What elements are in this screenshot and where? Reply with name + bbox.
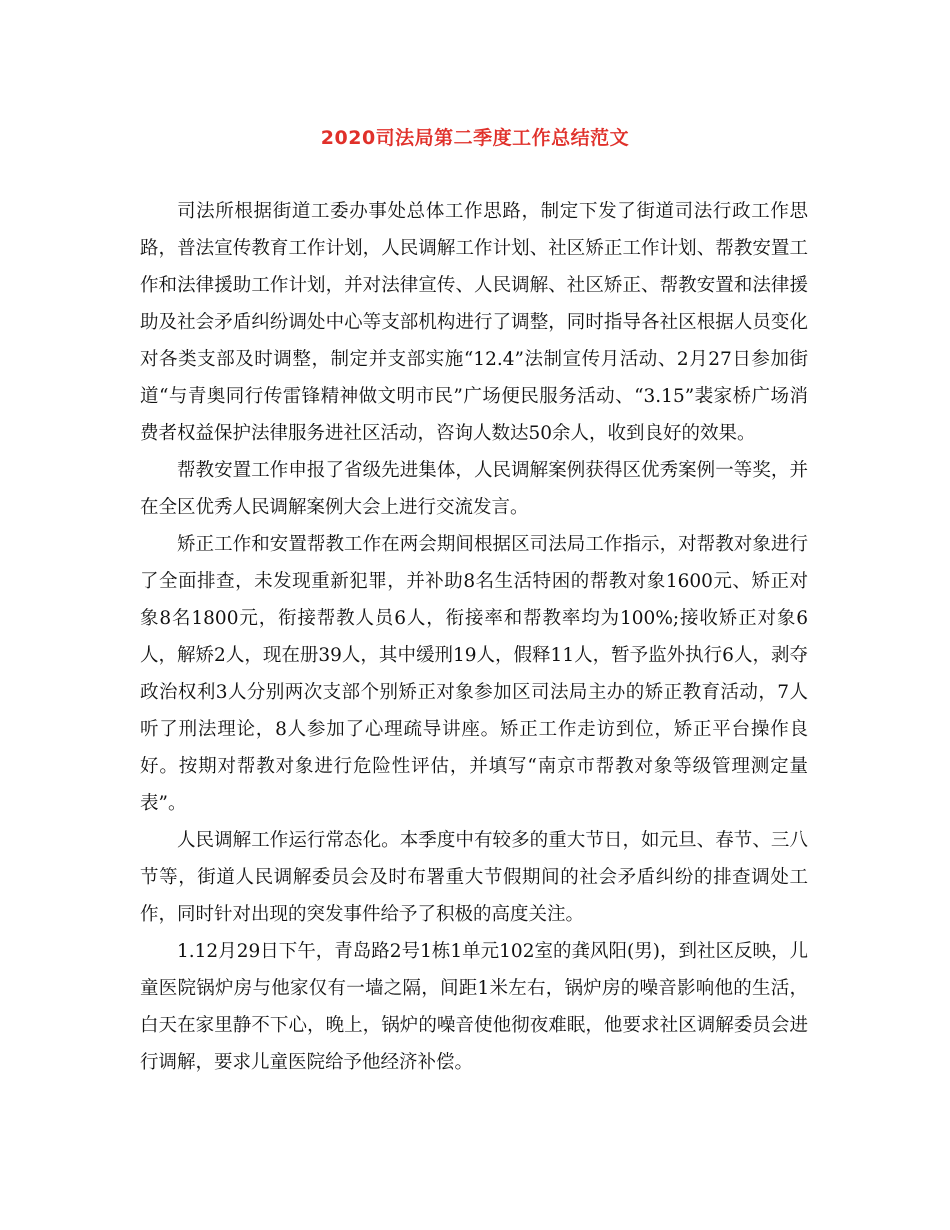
paragraph-2: 帮教安置工作申报了省级先进集体，人民调解案例获得区优秀案例一等奖，并在全区优秀人民调解案例大会上进行交流发言。: [140, 460, 808, 518]
document-body: [140, 193, 808, 1081]
paragraph-3: 矫正工作和安置帮教工作在两会期间根据区司法局工作指示，对帮教对象进行了全面排查，未发现重新犯罪，并补助8名生活特困的帮教对象1600元、矫正对象8名1800元，衔接帮教人员6人，衔接率和帮教率均为100%;接收矫正对象6人，解矫2人，现在册39人，其中缓刑19人，假释11人，暂予监外执行6人，剥夺政治权利3人分别两次支部个别矫正对象参加区司法局主办的矫正教育活动，7人听了刑法理论，8人参加了心理疏导讲座。矫正工作走访到位，矫正平台操作良好。按期对帮教对象进行危险性评估，并填写“南京市帮教对象等级管理测定量表”。: [140, 534, 808, 814]
paragraph-1: 司法所根据街道工委办事处总体工作思路，制定下发了街道司法行政工作思路，普法宣传教育工作计划，人民调解工作计划、社区矫正工作计划、帮教安置工作和法律援助工作计划，并对法律宣传、人民调解、社区矫正、帮教安置和法律援助及社会矛盾纠纷调处中心等支部机构进行了调整，同时指导各社区根据人员变化对各类支部及时调整，制定并支部实施“12.4”法制宣传月活动、2月27日参加街道“与青奥同行传雷锋精神做文明市民”广场便民服务活动、“3.15”裴家桥广场消费者权益保护法律服务进社区活动，咨询人数达50余人，收到良好的效果。: [140, 201, 808, 444]
paragraph-4: 人民调解工作运行常态化。本季度中有较多的重大节日，如元旦、春节、三八节等，街道人民调解委员会及时布署重大节假期间的社会矛盾纠纷的排查调处工作，同时针对出现的突发事件给予了积极的高度关注。: [140, 830, 808, 925]
document-title: 2020司法局第二季度工作总结范文: [320, 127, 630, 149]
paragraph-5: 1.12月29日下午，青岛路2号1栋1单元102室的龚风阳(男)，到社区反映，儿童医院锅炉房与他家仅有一墙之隔，间距1米左右，锅炉房的噪音影响他的生活，白天在家里静不下心，晚上，锅炉的噪音使他彻夜难眠，他要求社区调解委员会进行调解，要求儿童医院给予他经济补偿。: [140, 941, 808, 1073]
